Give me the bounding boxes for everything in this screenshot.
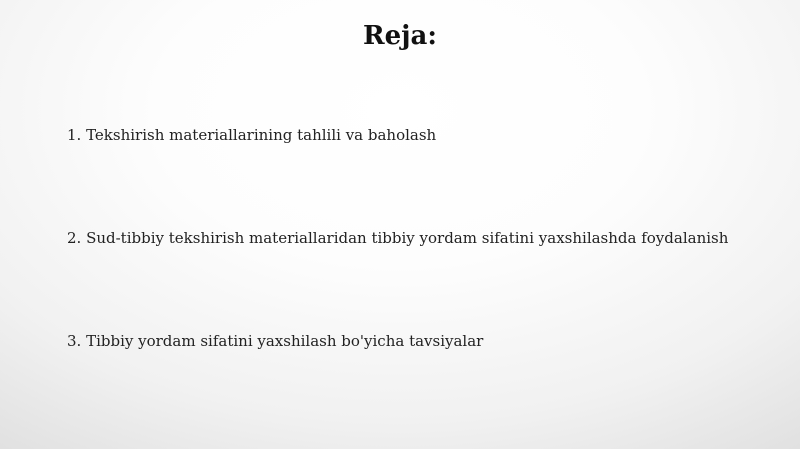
slide-title: Reja:	[362, 21, 437, 51]
plan-item-3: 3. Tibbiy yordam sifatini yaxshilash bo'yicha tavsiyalar	[67, 332, 484, 350]
plan-item-2: 2. Sud-tibbiy tekshirish materiallaridan tibbiy yordam sifatini yaxshilashda foydalanish	[67, 229, 729, 247]
plan-item-1: 1. Tekshirish materiallarining tahlili va baholash	[67, 126, 437, 144]
